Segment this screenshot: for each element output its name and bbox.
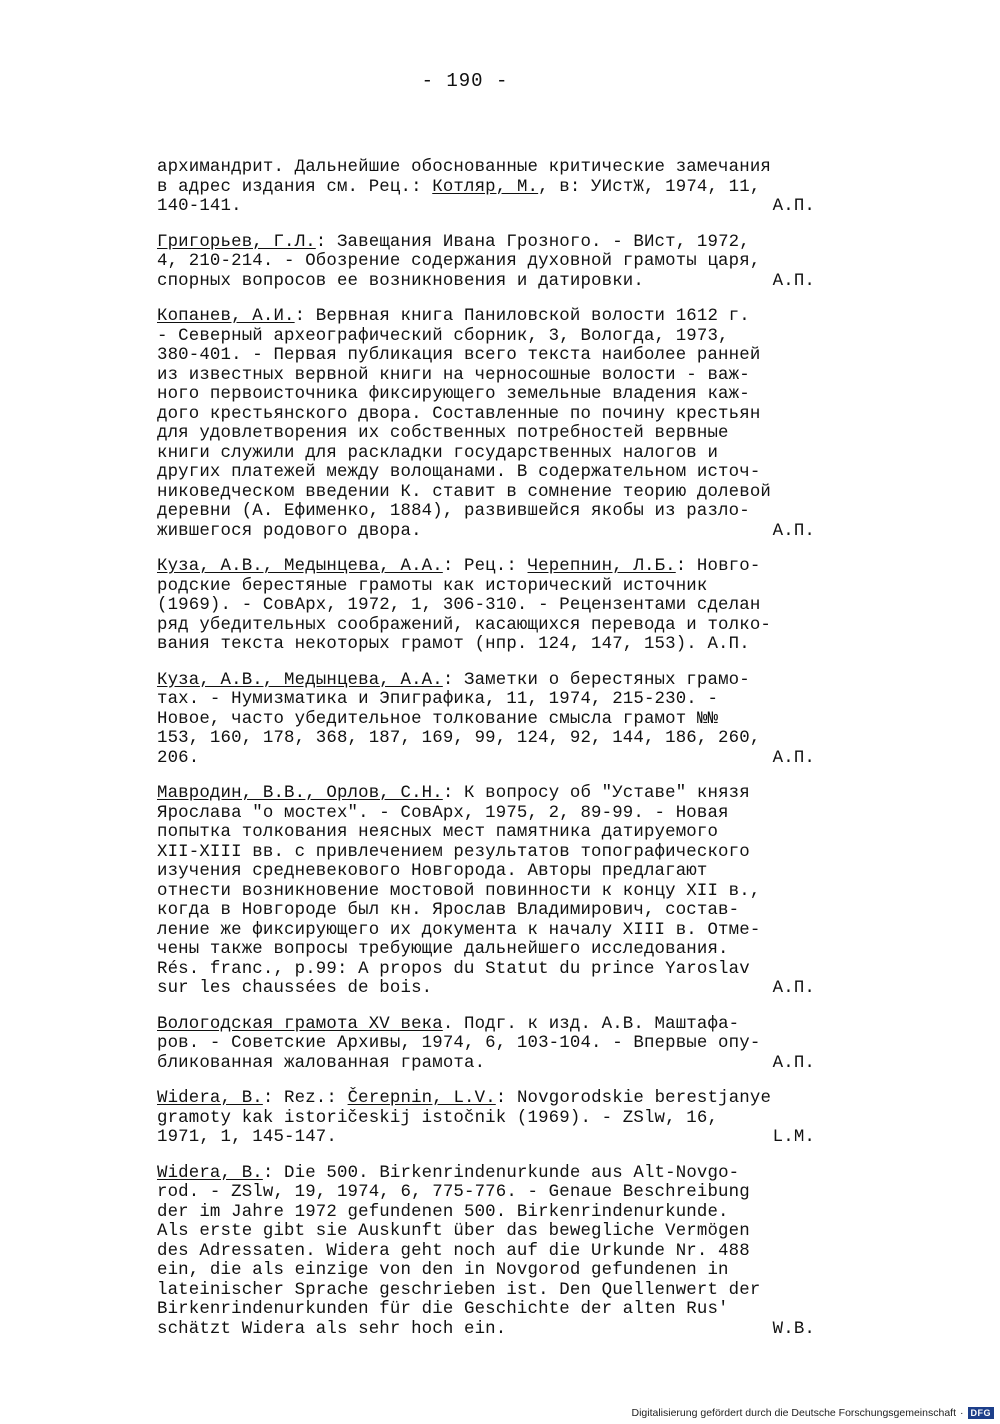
bibliography-entry [157,557,847,655]
author-name: Куза, А.В., Медынцева, А.А. [157,670,443,690]
line-text: дого крестьянского двора. Составленные по почину крестьян [157,404,761,424]
line-text: ление же фиксирующего их документа к началу XIII в. Отме- [157,920,761,940]
entry-line [157,158,847,178]
author-name: Куза, А.В., Медынцева, А.А. [157,557,443,576]
author-name: Мавродин, В.В., Орлов, С.Н. [157,784,443,803]
line-text: жившегося родового двора. [157,521,422,541]
line-text: отнести возникновение мостовой повинности к концу XII в., [157,881,761,901]
entry-line [157,307,847,327]
line-text: Новое, часто убедительное толкование смысла грамот №№ [157,709,719,729]
entry-line [157,385,847,405]
reviewer-initials: А.П. [772,521,815,541]
page-number: - 190 - [421,70,509,92]
line-text: бликованная жалованная грамота. [157,1053,486,1073]
reviewer-initials: А.П. [772,1053,815,1073]
entry-line [157,671,847,691]
line-text: спорных вопросов ее возникновения и датировки. [157,271,644,291]
line-text: XII-XIII вв. с привлечением результатов топографического [157,842,750,862]
entry-line [157,804,847,824]
bibliography-entry [157,158,847,217]
line-text: : К вопросу об "Уставе" князя [442,784,750,803]
author-name: Widera, B. [157,1089,263,1108]
entry-line [157,272,847,292]
line-text: , в: УИстЖ, 1974, 11, [538,177,761,197]
entry-line [157,463,847,483]
reviewer-initials: А.П. [772,748,815,768]
entry-line [157,483,847,503]
entry-line [157,1242,847,1262]
entry-line [157,749,847,769]
line-text: (1969). - СовАрх, 1972, 1, 306-310. - Рецензентами сделан [157,596,761,615]
entry-line [157,557,847,577]
line-text: gramoty kak istoričeskij istočnik (1969). - ZSlw, 16, [157,1108,719,1128]
entry-line [157,823,847,843]
entry-line [157,1320,847,1340]
line-text: для удовлетворения их собственных потребностей вервные [157,424,729,443]
line-text: Ярослава "о мостех". - СовАрх, 1975, 2, 89-99. - Новая [157,803,729,823]
line-text: - Северный археографический сборник, 3, Вологда, 1973, [157,326,729,346]
line-text: деревни (А. Ефименко, 1884), развившейся якобы из разло- [157,502,750,521]
line-text: sur les chaussées de bois. [157,979,433,998]
line-text: 4, 210-214. - Обозрение содержания духовной грамоты царя, [157,252,761,271]
entry-line [157,252,847,272]
line-text: чены также вопросы требующие дальнейшего исследования. [157,940,729,959]
author-name: Копанев, А.И. [157,307,295,326]
entry-line [157,444,847,464]
line-text: 380-401. - Первая публикация всего текста наиболее ранней [157,346,761,365]
line-text: 140-141. [157,197,242,216]
entry-line [157,1034,847,1054]
entry-line [157,921,847,941]
entry-line [157,635,847,655]
bibliography-entry [157,233,847,292]
entry-line [157,690,847,710]
line-text: архимандрит. Дальнейшие обоснованные критические замечания [157,158,771,177]
line-text: : Вервная книга Паниловской волости 1612 г. [294,307,750,326]
entry-line [157,901,847,921]
entry-line [157,1054,847,1074]
author-name: Widera, B. [157,1163,263,1183]
line-text: : Новго- [675,557,761,576]
reviewed-author-name: Черепнин, Л.Б. [527,557,676,576]
line-text: : Rez.: [262,1089,348,1108]
entry-line [157,522,847,542]
line-text: : Завещания Ивана Грозного. - ВИст, 1972, [315,232,750,252]
entry-line [157,1089,847,1109]
entry-line [157,710,847,730]
line-text: вания текста некоторых грамот (нпр. 124, 147, 153). А.П. [157,635,750,654]
line-text: 206. [157,748,200,768]
line-text: lateinischer Sprache geschrieben ist. Den Quellenwert der [157,1280,761,1300]
bibliography-content [157,158,847,1355]
line-text: Birkenrindenurkunden für die Geschichte der alten Rus' [157,1300,729,1319]
line-text: ein, die als einzige von den in Novgorod gefundenen in [157,1261,729,1280]
entry-line [157,1203,847,1223]
line-text: ряд убедительных соображений, касающихся перевода и толко- [157,615,771,635]
entry-line [157,502,847,522]
line-text: книги служили для раскладки государственных налогов и [157,443,719,463]
entry-line [157,405,847,425]
entry-line [157,729,847,749]
reviewed-author-name: Čerepnin, L.V. [347,1089,496,1108]
entry-line [157,1281,847,1301]
line-text: 1971, 1, 145-147. [157,1128,337,1147]
footer-separator: · [960,1407,964,1419]
entry-line [157,862,847,882]
entry-line [157,596,847,616]
bibliography-entry [157,671,847,769]
bibliography-entry [157,1164,847,1340]
bibliography-entry [157,1089,847,1148]
reviewer-initials: А.П. [772,271,815,291]
entry-line [157,366,847,386]
footer-credit: Digitalisierung gefördert durch die Deutsche Forschungsgemeinschaft [631,1407,956,1419]
reviewer-initials: W.B. [772,1319,815,1339]
entry-line [157,178,847,198]
entry-line [157,616,847,636]
entry-line [157,1015,847,1035]
line-text: из известных вервной книги на черносошные волости - важ- [157,365,750,385]
line-text: : Рец.: [442,557,528,576]
author-name: Котляр, М. [432,177,539,197]
line-text: тах. - Нумизматика и Эпиграфика, 11, 1974, 215-230. - [157,690,719,709]
entry-line [157,882,847,902]
line-text: ров. - Советские Архивы, 1974, 6, 103-104. - Впервые опу- [157,1034,761,1053]
line-text: других платежей между волощанами. В содержательном источ- [157,463,761,482]
reviewer-initials: L.M. [772,1128,815,1147]
line-text: : Novgorodskie berestjanye [495,1089,772,1108]
entry-line [157,1109,847,1129]
line-text: изучения средневекового Новгорода. Авторы предлагают [157,862,708,881]
entry-line [157,1183,847,1203]
entry-line [157,1300,847,1320]
line-text: der im Jahre 1972 gefundenen 500. Birkenrindenurkunde. [157,1202,729,1222]
page-footer [631,1407,994,1419]
entry-line [157,843,847,863]
author-name: Вологодская грамота XV века [157,1014,443,1034]
entry-line [157,784,847,804]
line-text: Rés. franc., p.99: A propos du Statut du prince Yaroslav [157,959,750,979]
line-text: rod. - ZSlw, 19, 1974, 6, 775-776. - Genaue Beschreibung [157,1183,750,1202]
entry-line [157,1164,847,1184]
entry-line [157,233,847,253]
bibliography-entry [157,1015,847,1074]
entry-line [157,940,847,960]
entry-line [157,979,847,999]
bibliography-entry [157,307,847,541]
reviewer-initials: А.П. [772,979,815,998]
entry-line [157,960,847,980]
line-text: . Подг. к изд. А.В. Маштафа- [442,1014,740,1034]
line-text: des Adressaten. Widera geht noch auf die Urkunde Nr. 488 [157,1241,750,1261]
entry-line [157,197,847,217]
line-text: когда в Новгороде был кн. Ярослав Владимирович, состав- [157,901,740,920]
dfg-logo: DFG [968,1407,995,1419]
line-text: 153, 160, 178, 368, 187, 169, 99, 124, 92, 144, 186, 260, [157,729,761,748]
entry-line [157,1261,847,1281]
line-text: Als erste gibt sie Auskunft über das bewegliche Vermögen [157,1222,750,1241]
line-text: попытка толкования неясных мест памятника датируемого [157,823,719,842]
entry-line [157,424,847,444]
line-text: в адрес издания см. Рец.: [157,177,433,197]
line-text: родские берестяные грамоты как исторический источник [157,576,708,596]
line-text: : Заметки о берестяных грамо- [442,670,750,690]
line-text: ного первоисточника фиксирующего земельные владения каж- [157,385,750,404]
entry-line [157,1128,847,1148]
entry-line [157,1222,847,1242]
line-text: никоведческом введении К. ставит в сомнение теорию долевой [157,482,771,502]
entry-line [157,346,847,366]
reviewer-initials: А.П. [772,197,815,216]
author-name: Григорьев, Г.Л. [157,232,316,252]
line-text: : Die 500. Birkenrindenurkunde aus Alt-Novgo- [262,1163,740,1183]
entry-line [157,327,847,347]
entry-line [157,577,847,597]
bibliography-entry [157,784,847,999]
line-text: schätzt Widera als sehr hoch ein. [157,1319,507,1339]
